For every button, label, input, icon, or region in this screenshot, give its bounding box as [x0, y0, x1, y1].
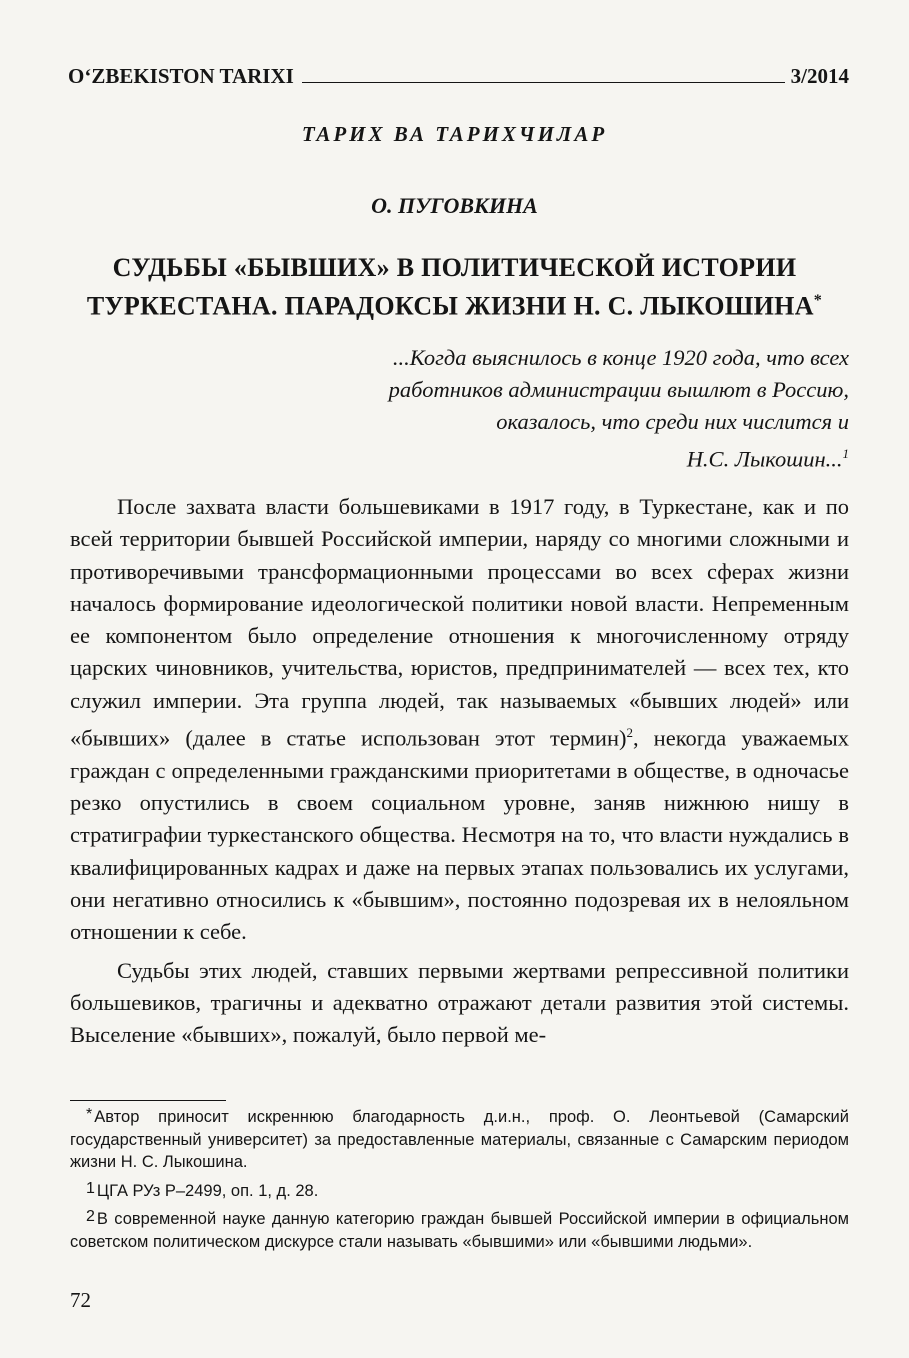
paragraph-1: После захвата власти большевиками в 1917 году, в Туркестане, как и по всей территории бывшей Российской империи, наряду со многими сложными и противоречивыми трансформационными процессами во всех сферах жизни началось формирование идеологической политики новой власти. Непременным ее компонентом было определение отношения к многочисленному отряду царских чиновников, учительства, юристов, предпринимателей — всех тех, кто служил империи. Эта группа людей, так называемых «бывших людей» или «бывших» (далее в статье использован этот термин)$^2$, некогда уважаемых граждан с определенными гражданскими приоритетами в обществе, в одночасье резко опустились в своем социальном уровне, заняв нижнюю нишу в стратиграфии туркестанского общества. Несмотря на то, что власти нуждались в квалифицированных кадрах и даже на первых этапах пользовались их услугами, они негативно относились к «бывшим», постоянно подозревая их в нелояльном отношении к себе.: [70, 494, 850, 945]
footnote-star: * Автор приносит искреннюю благодарность д.и.н., проф. О. Леонтьевой (Самарский государственный университет) за предоставленные материалы, связанные с Самарским периодом жизни Н. С. Лыкошина.: [70, 1106, 849, 1171]
epigraph-line-4: Н.С. Лыкошин...$^1$: [686, 446, 849, 472]
epigraph: [300, 342, 849, 476]
journal-name: O‘ZBEKISTON TARIXI: [68, 64, 294, 88]
title-footnote-mark[interactable]: *: [813, 292, 823, 309]
footnote-separator: [70, 1100, 226, 1101]
epigraph-line-2: работников администрации вышлют в Россию,: [388, 377, 849, 402]
paragraph-2: Судьбы этих людей, ставших первыми жертвами репрессивной политики большевиков, трагичны и адекватно отражают детали развития этой системы. Выселение «бывших», пожалуй, было первой ме-: [70, 957, 849, 1048]
running-head: [68, 64, 849, 88]
epigraph-line-3: оказалось, что среди них числится и: [496, 409, 849, 434]
article-title: [60, 251, 849, 323]
footnotes: [70, 1104, 849, 1257]
article-body: [70, 491, 849, 1058]
page-number: 72: [70, 1288, 91, 1312]
title-line-1: СУДЬБЫ «БЫВШИХ» В ПОЛИТИЧЕСКОЙ ИСТОРИИ: [112, 253, 797, 282]
title-line-2: ТУРКЕСТАНА. ПАРАДОКСЫ ЖИЗНИ Н. С. ЛЫКОШИНА*: [86, 291, 823, 321]
footnote-1: 1 ЦГА РУз Р–2499, оп. 1, д. 28.: [86, 1179, 319, 1200]
issue-number: 3/2014: [790, 64, 849, 88]
section-rubric: ТАРИХ ВА ТАРИХЧИЛАР: [301, 122, 608, 146]
article-author: О. ПУГОВКИНА: [371, 193, 538, 218]
header-rule: [302, 82, 785, 83]
epigraph-footnote-ref[interactable]: 1: [842, 446, 849, 461]
footnote-ref-2[interactable]: 2: [626, 725, 633, 741]
epigraph-line-1: ...Когда выяснилось в конце 1920 года, что всех: [392, 345, 849, 370]
footnote-2: 2 В современной науке данную категорию граждан бывшей Российской империи в официальном советском политическом дискурсе стали называть «бывшими» или «бывшими людьми».: [70, 1208, 849, 1251]
